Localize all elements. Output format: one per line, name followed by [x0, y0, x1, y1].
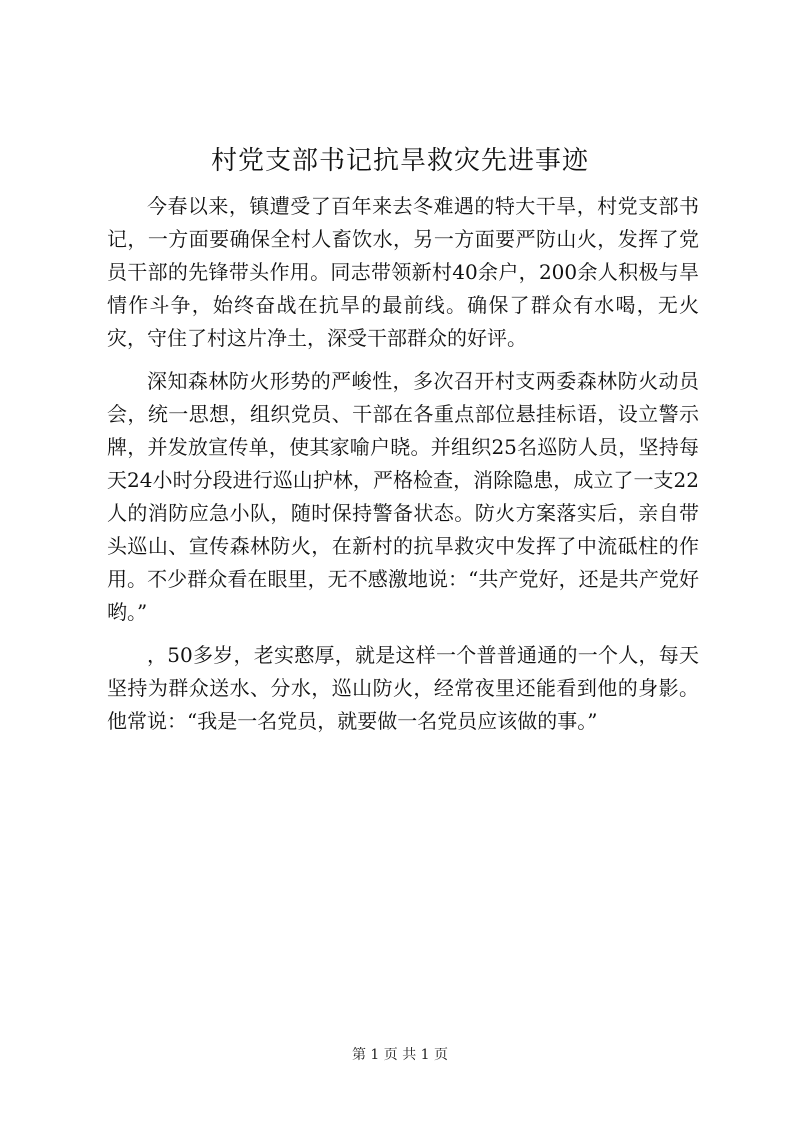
document-body [107, 190, 699, 748]
paragraph-1: 今春以来，镇遭受了百年来去冬难遇的特大干旱，村党支部书记，一方面要确保全村人畜饮水，另一方面要严防山火，发挥了党员干部的先锋带头作用。同志带领新村40余户，200余人积极与旱情作斗争，始终奋战在抗旱的最前线。确保了群众有水喝，无火灾，守住了村这片净土，深受干部群众的好评。 [107, 194, 699, 350]
document-title: 村党支部书记抗旱救灾先进事迹 [210, 146, 589, 176]
paragraph-2: 深知森林防火形势的严峻性，多次召开村支两委森林防火动员会，统一思想，组织党员、干部在各重点部位悬挂标语，设立警示牌，并发放宣传单，使其家喻户晓。并组织25名巡防人员，坚持每天24小时分段进行巡山护林，严格检查，消除隐患，成立了一支22人的消防应急小队，随时保持警备状态。防火方案落实后，亲自带头巡山、宣传森林防火，在新村的抗旱救灾中发挥了中流砥柱的作用。不少群众看在眼里，无不感激地说：“共产党好，还是共产党好哟。” [107, 369, 699, 624]
page-footer: 第 1 页 共 1 页 [351, 1047, 449, 1063]
paragraph-3: ，50多岁，老实憨厚，就是这样一个普普通通的一个人，每天坚持为群众送水、分水，巡山防火，经常夜里还能看到他的身影。他常说：“我是一名党员，就要做一名党员应该做的事。” [107, 643, 699, 733]
